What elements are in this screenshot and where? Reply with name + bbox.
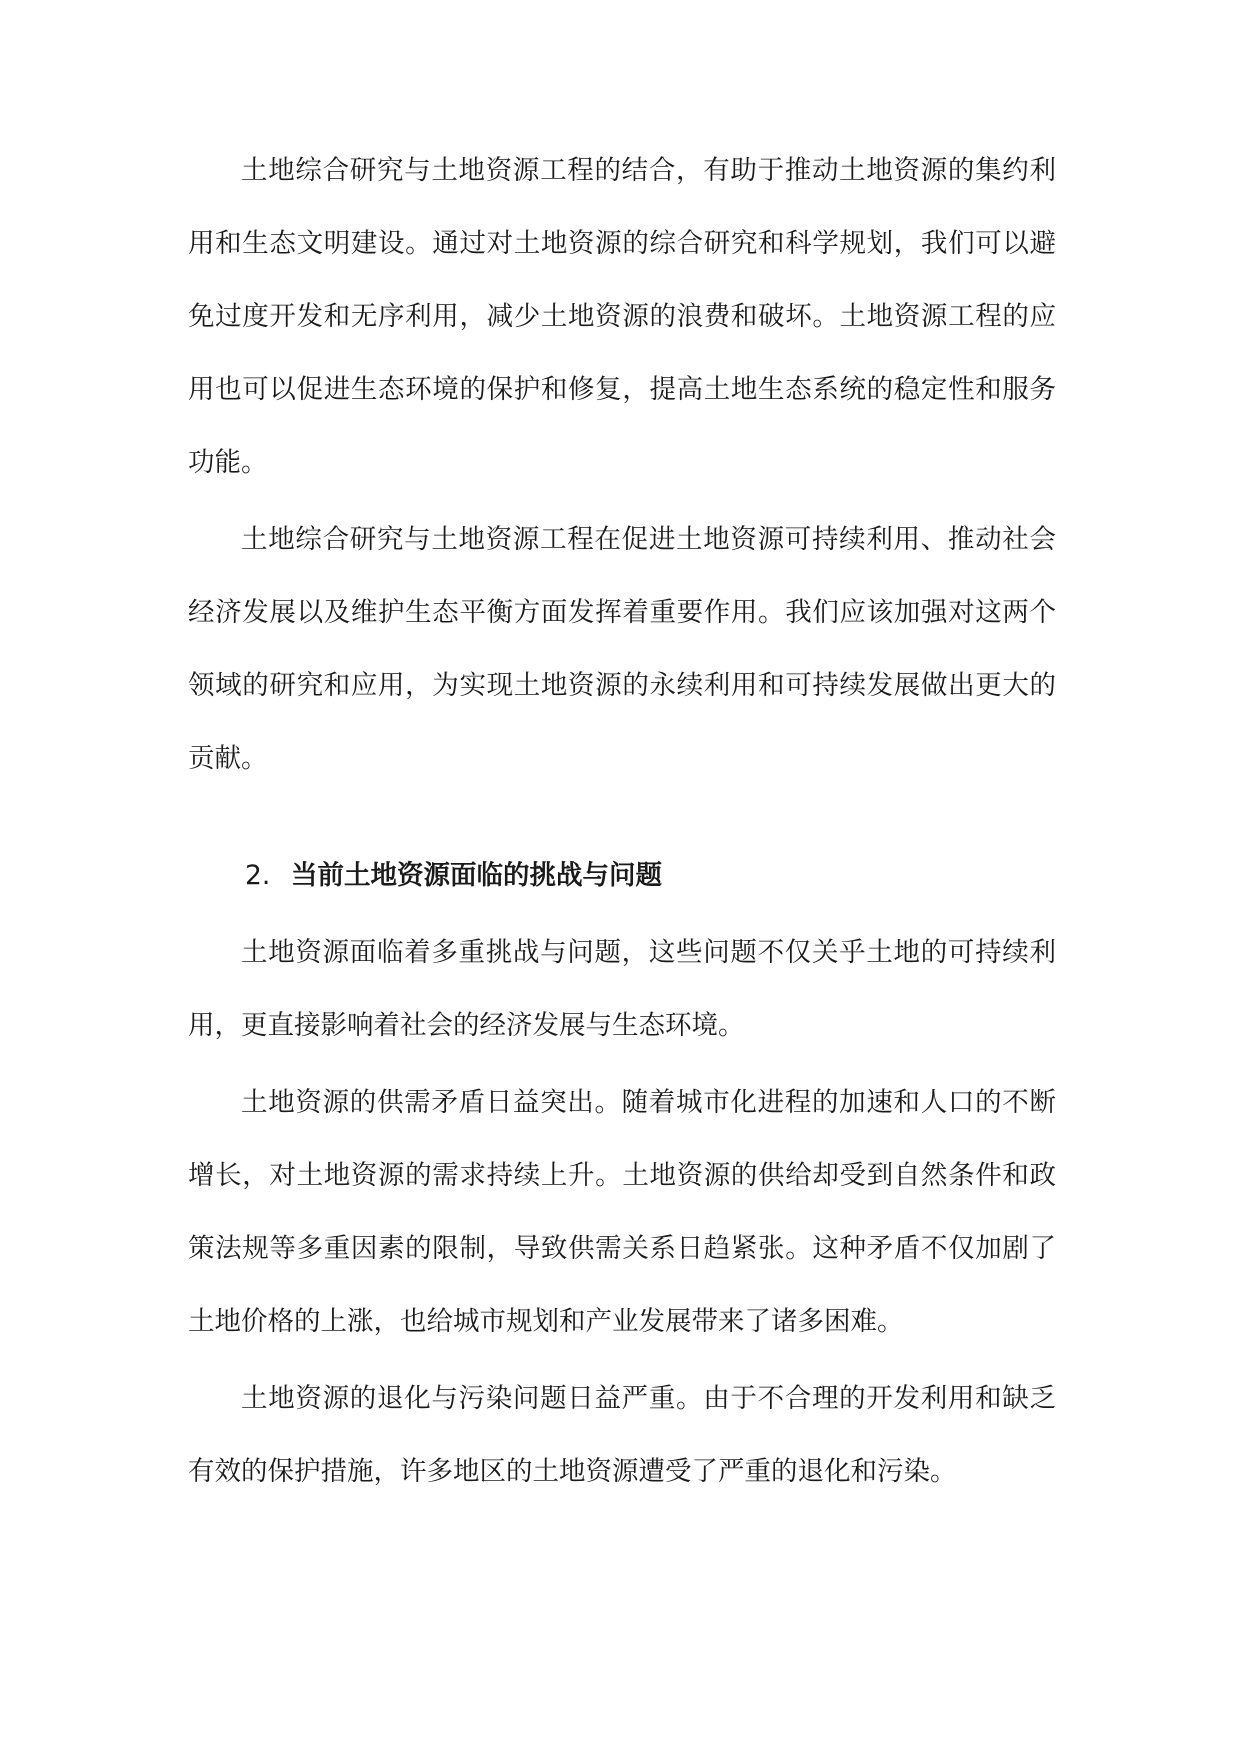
paragraph-4: 土地资源的供需矛盾日益突出。随着城市化进程的加速和人口的不断增长，对土地资源的需求持续上升。土地资源的供给却受到自然条件和政策法规等多重因素的限制，导致供需关系日趋紧张。这种矛盾不仅加剧了土地价格的上涨，也给城市规划和产业发展带来了诸多困难。 — [188, 1087, 1056, 1337]
section-heading — [188, 839, 1056, 912]
paragraph-5: 土地资源的退化与污染问题日益严重。由于不合理的开发利用和缺乏有效的保护措施，许多地区的土地资源遭受了严重的退化和污染。 — [188, 1383, 1056, 1487]
paragraph-2: 土地综合研究与土地资源工程在促进土地资源可持续利用、推动社会经济发展以及维护生态平衡方面发挥着重要作用。我们应该加强对这两个领域的研究和应用，为实现土地资源的永续利用和可持续发展做出更大的贡献。 — [188, 524, 1056, 774]
paragraph-3: 土地资源面临着多重挑战与问题，这些问题不仅关乎土地的可持续利用，更直接影响着社会的经济发展与生态环境。 — [188, 937, 1056, 1041]
document-page — [188, 134, 1056, 1508]
paragraph-1: 土地综合研究与土地资源工程的结合，有助于推动土地资源的集约利用和生态文明建设。通过对土地资源的综合研究和科学规划，我们可以避免过度开发和无序利用，减少土地资源的浪费和破坏。土地资源工程的应用也可以促进生态环境的保护和修复，提高土地生态系统的稳定性和服务功能。 — [188, 155, 1056, 478]
section-title: 当前土地资源面临的挑战与问题 — [291, 860, 662, 891]
section-number: 2. — [245, 860, 271, 891]
